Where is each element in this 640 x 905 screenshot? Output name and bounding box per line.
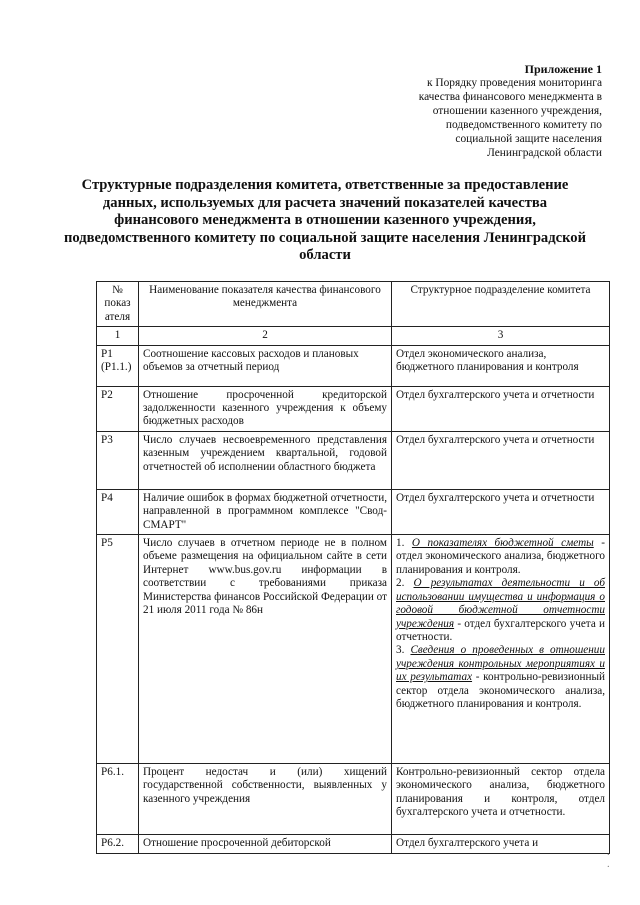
table-row: [97, 764, 610, 835]
row-num: P6.1.: [97, 764, 139, 835]
row-name: Отношение просроченной дебиторской: [139, 835, 392, 854]
dept-item: [396, 577, 605, 644]
row-dept-list: [392, 535, 610, 764]
row-dept: Отдел бухгалтерского учета и отчетности: [392, 386, 610, 431]
row-dept: Отдел экономического анализа, бюджетного планирования и контроля: [392, 345, 610, 386]
table-row: [97, 386, 610, 431]
table-row: [97, 431, 610, 489]
dept-item: [396, 537, 605, 577]
table-row: [97, 535, 610, 764]
dept-item-topic: О результатах деятельности и об использовании имущества и информация о годовой бюджетной отчетности учреждения: [396, 577, 605, 630]
appendix-block: [302, 62, 602, 160]
table-row: [97, 835, 610, 854]
row-dept: Контрольно-ревизионный сектор отдела экономического анализа, бюджетного планирования и контроля, отдел бухгалтерского учета и отчетности.: [392, 764, 610, 835]
row-num: P3: [97, 431, 139, 489]
row-name: Процент недостач и (или) хищений государственной собственности, выявленных у казенного учреждения: [139, 764, 392, 835]
dept-item-unit: - отдел бухгалтерского учета и отчетности.: [396, 617, 605, 643]
header-name: Наименование показателя качества финансового менеджмента: [139, 282, 392, 327]
dept-item-num: 1.: [396, 537, 405, 550]
dept-item-unit: - отдел экономического анализа, бюджетного планирования и контроля.: [396, 537, 606, 576]
dept-item-unit: - контрольно-ревизионный сектор отдела экономического анализа, бюджетного планирования и контроля.: [396, 671, 605, 710]
row-name: Соотношение кассовых расходов и плановых объемов за отчетный период: [139, 345, 392, 386]
col-number: 2: [139, 327, 392, 345]
indicators-table: [96, 281, 610, 854]
row-num: P2: [97, 386, 139, 431]
row-dept: Отдел бухгалтерского учета и отчетности: [392, 431, 610, 489]
title-line: области: [299, 247, 351, 263]
appendix-line: отношении казенного учреждения,: [432, 105, 602, 117]
title-line: подведомственного комитету по социальной защите населения Ленинградской: [63, 229, 587, 246]
dept-item-topic: О показателях бюджетной сметы: [411, 537, 594, 550]
row-name: Отношение просроченной кредиторской задолженности казенного учреждения к объему бюджетных расходов: [139, 386, 392, 431]
title-line: Структурные подразделения комитета, ответственные за предоставление: [81, 177, 569, 193]
appendix-line: к Порядку проведения мониторинга: [426, 77, 602, 89]
dept-item-topic: Сведения о проведенных в отношении учреждения контрольных мероприятиях и их результатах: [396, 644, 605, 684]
scan-mark: ·: [606, 862, 610, 873]
appendix-line: качества финансового менеджмента в: [418, 91, 602, 103]
row-name: Число случаев в отчетном периоде не в полном объеме размещения на официальном сайте в сети Интернет www.bus.gov.ru информации в соответствии с требованиями приказа Министерства финансов Российской Федерации от 21 июля 2011 года № 86н: [139, 535, 392, 764]
dept-item: [396, 644, 605, 711]
appendix-title: Приложение 1: [524, 62, 602, 76]
col-number: 3: [392, 327, 610, 345]
row-num: P4: [97, 489, 139, 534]
row-name: Число случаев несвоевременного представления казенным учреждением квартальной, годовой отчетностей об исполнении областного бюджета: [139, 431, 392, 489]
appendix-line: подведомственного комитету по: [445, 119, 602, 131]
row-num: P6.2.: [97, 835, 139, 854]
row-name: Наличие ошибок в формах бюджетной отчетности, направленной в программном комплексе "Свод-СМАРТ": [139, 489, 392, 534]
document-title: [60, 177, 590, 265]
title-line: финансового менеджмента в отношении казенного учреждения,: [114, 212, 536, 228]
row-dept: Отдел бухгалтерского учета и отчетности: [392, 489, 610, 534]
table-header-row: [97, 282, 610, 327]
table-row: [97, 345, 610, 386]
row-num: P5: [97, 535, 139, 764]
header-num: № показ ателя: [97, 282, 139, 327]
dept-item-num: 3.: [396, 644, 405, 657]
appendix-line: социальной защите населения: [455, 133, 602, 145]
row-dept: Отдел бухгалтерского учета и: [392, 835, 610, 854]
col-number: 1: [97, 327, 139, 345]
appendix-line: Ленинградской области: [487, 147, 602, 159]
row-num: P1 (P1.1.): [97, 345, 139, 386]
dept-item-num: 2.: [396, 577, 405, 590]
table-row: [97, 489, 610, 534]
column-number-row: [97, 327, 610, 345]
title-line: данных, используемых для расчета значений показателей качества: [102, 194, 548, 211]
scan-mark: ·: [606, 850, 610, 861]
header-dept: Структурное подразделение комитета: [392, 282, 610, 327]
